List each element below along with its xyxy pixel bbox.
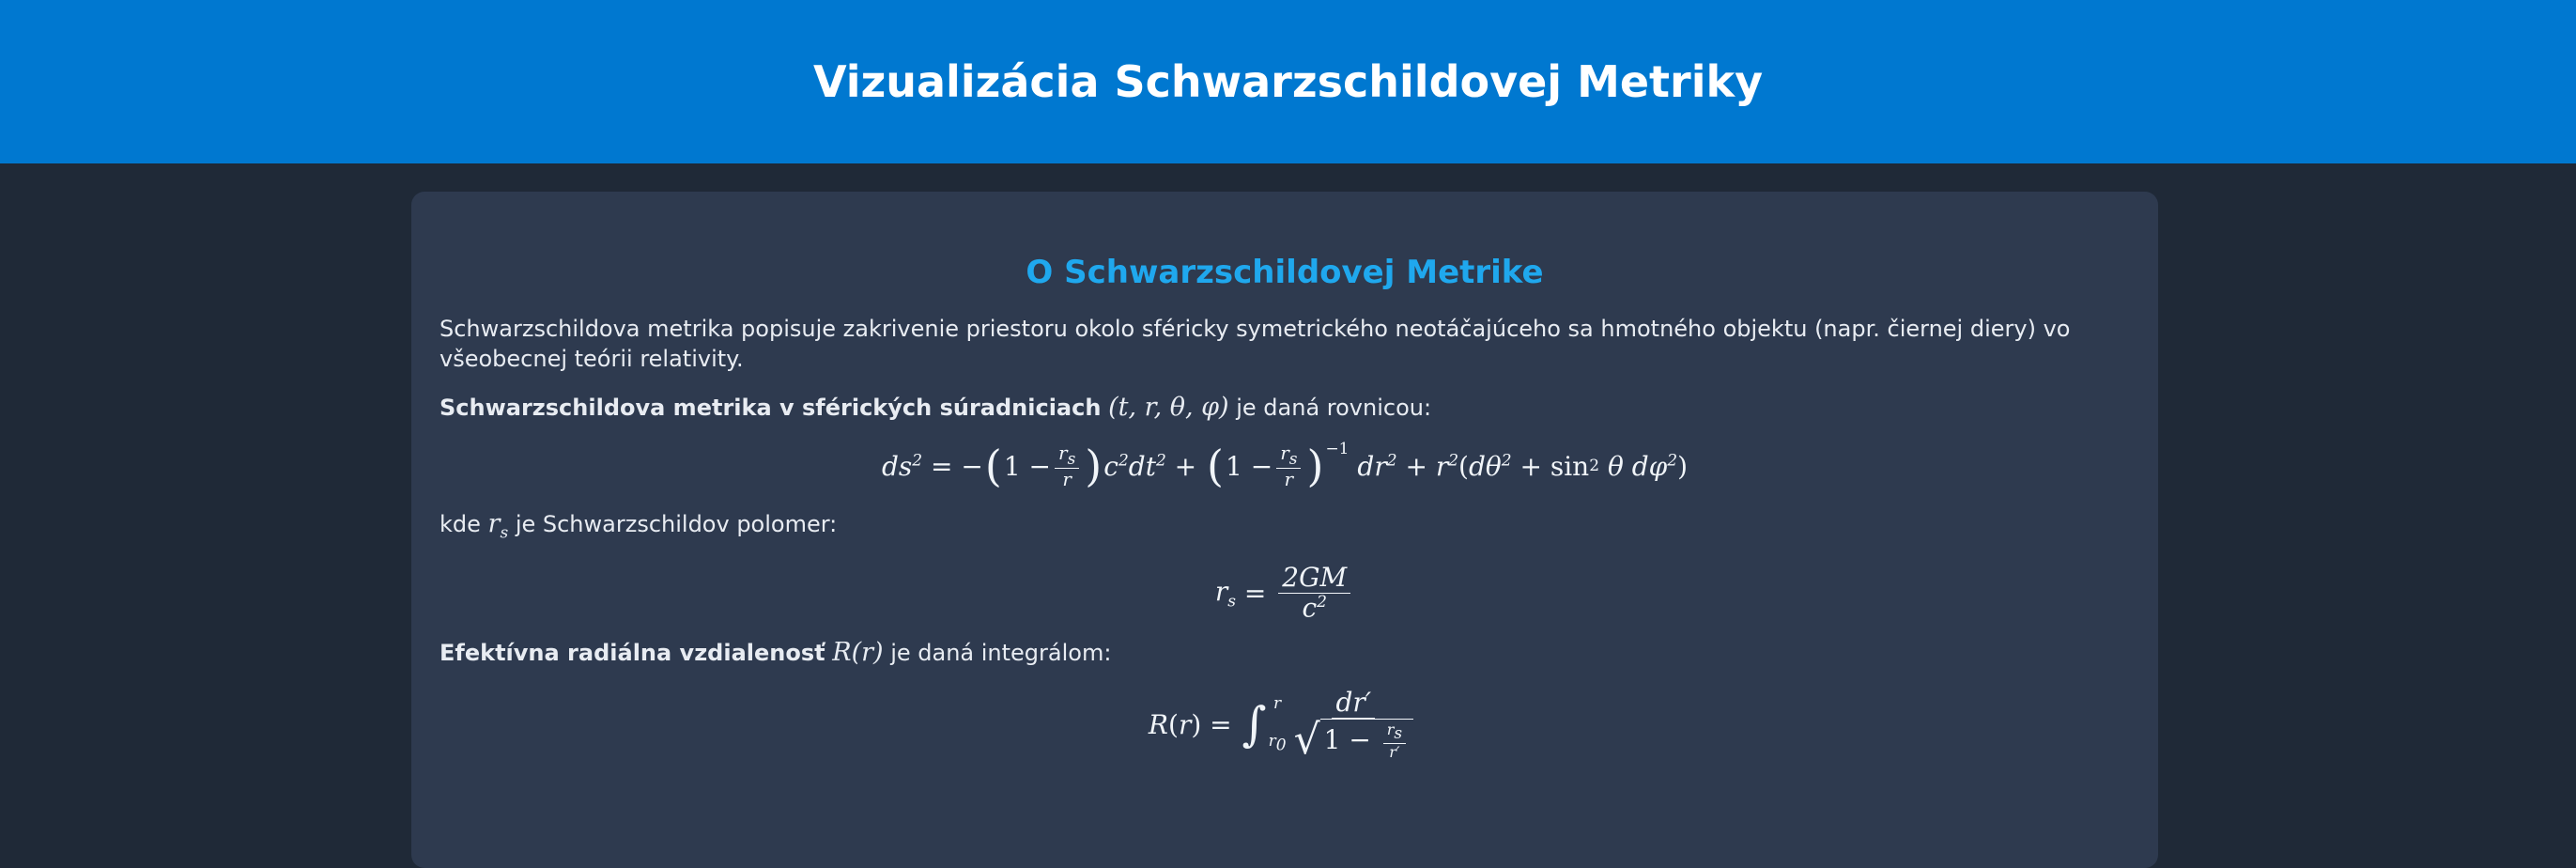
radius-suffix: je Schwarzschildov polomer: <box>508 511 838 537</box>
page-title: Vizualizácia Schwarzschildovej Metriky <box>812 56 1764 107</box>
metric-label: Schwarzschildova metrika v sférických súradniciach <box>440 395 1102 421</box>
section-title: O Schwarzschildovej Metrike <box>1026 254 1544 291</box>
radius-prefix: kde <box>440 511 488 537</box>
metric-description <box>440 393 2130 423</box>
intro-paragraph: Schwarzschildova metrika popisuje zakrivenie priestoru okolo sféricky symetrického neotáčajúceho sa hmotného objektu (napr. čiernej diery) vo všeobecnej teórii relativity. <box>440 316 2071 372</box>
integral-equation: R ( r ) = ∫ r $r_0$ dr′ √ 1 − $\frac{r_s}{r'}$ <box>440 677 2130 771</box>
effective-symbol: R(r) <box>832 638 884 668</box>
metric-equation: $ds^2$ = − ( 1 − $\frac{r_s}{r}$ ) $c^2dt^2$ + ( 1 − $\frac{r_s}{r}$ ) $^{-1}$ $dr^2$ + $r^2$ ( $d\theta^2$ + sin 2 θ $d\varphi^2$ ) <box>882 440 1688 491</box>
radius-description <box>440 509 2130 548</box>
effective-description <box>440 638 2130 668</box>
metric-label-tail: je daná rovnicou: <box>1228 395 1432 421</box>
content-card <box>411 192 2158 868</box>
effective-tail: je daná integrálom: <box>883 640 1112 667</box>
radius-symbol: $r_s$ <box>487 509 509 543</box>
metric-coordinates: (t, r, θ, φ) <box>1108 393 1229 422</box>
effective-label: Efektívna radiálna vzdialenosť <box>440 640 825 667</box>
radius-equation: $r_s$ = $\frac{2GM}{c^2}$ <box>440 555 2130 630</box>
page-header <box>0 0 2576 163</box>
